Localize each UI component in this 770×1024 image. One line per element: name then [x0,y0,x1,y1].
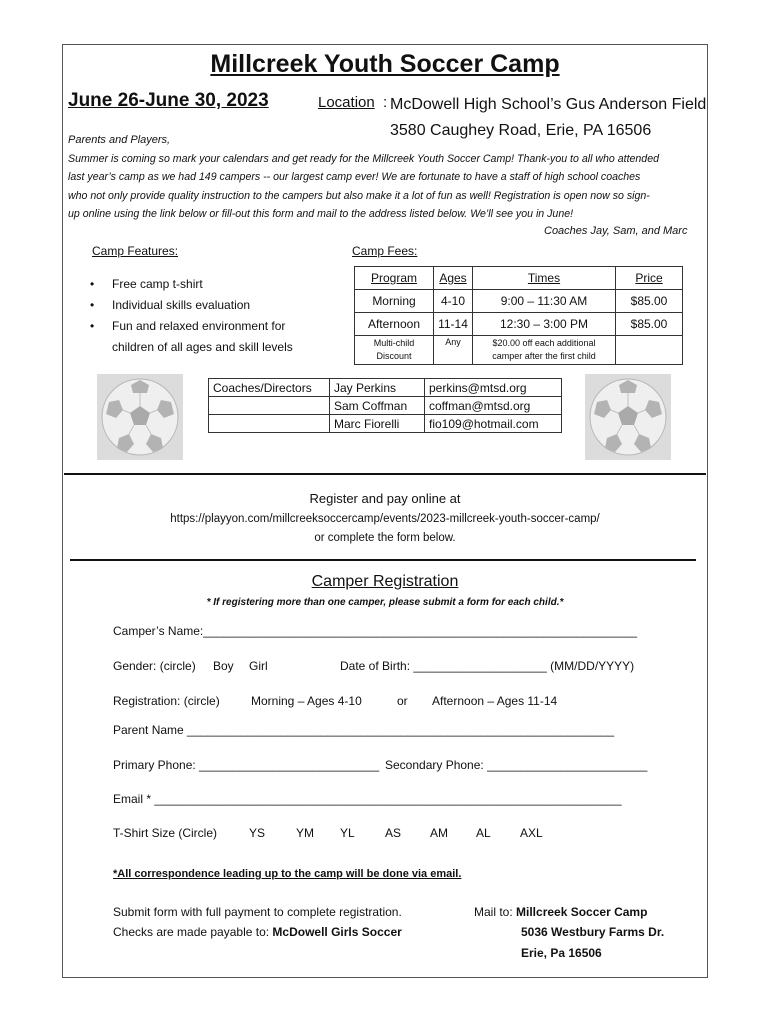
bullet-icon: • [90,319,95,333]
tshirt-option-am[interactable]: AM [430,826,448,840]
registration-title: Camper Registration [311,573,459,590]
signature: Coaches Jay, Sam, and Marc [544,225,688,237]
registration-note: * If registering more than one camper, please submit a form for each child.* [206,597,564,608]
intro-line: who not only provide quality instruction to the campers but also make it a lot of fun as well! Registration is open now so sign- [68,189,650,202]
mail-to-line: Mail to: Millcreek Soccer Camp [474,905,648,919]
intro-line: Summer is coming so mark your calendars and get ready for the Millcreek Youth Soccer Camp! Thank-you to all who attended [68,153,659,165]
gender-label: Gender: (circle) [113,659,196,673]
intro-paragraph [68,150,708,223]
location-venue: McDowell High School’s Gus Anderson Field [390,96,707,113]
list-item: • Fun and relaxed environment for [90,316,293,337]
coaches-table [208,378,562,433]
gender-option-boy[interactable]: Boy [213,659,234,673]
fees-heading: Camp Fees: [352,244,418,258]
email-field[interactable]: Email * ______________________________________________________________________ [113,792,622,806]
mail-street: 5036 Westbury Farms Dr. [521,925,665,939]
date-of-birth-field[interactable]: Date of Birth: ____________________ (MM/DD/YYYY) [340,659,635,673]
coach-email: fio109@hotmail.com [425,415,562,433]
greeting: Parents and Players, [68,134,171,146]
table-row: Marc Fiorelli fio109@hotmail.com [209,415,562,433]
registration-label: Registration: (circle) [113,694,220,708]
submit-instructions: Submit form with full payment to complete registration. [113,905,402,919]
tshirt-size-label: T-Shirt Size (Circle) [113,826,218,840]
coach-email: coffman@mtsd.org [425,397,562,415]
soccer-ball-icon [97,374,183,460]
list-item: children of all ages and skill levels [112,340,293,354]
gender-option-girl[interactable]: Girl [249,659,268,673]
location-address: 3580 Caughey Road, Erie, PA 16506 [390,122,652,139]
divider [70,559,696,561]
intro-line: up online using the link below or fill-out this form and mail to the address listed below. We’ll see you in June! [68,207,574,220]
mail-city: Erie, Pa 16506 [521,946,602,960]
list-item: • Individual skills evaluation [90,295,293,316]
table-row: Coaches/Directors Jay Perkins perkins@mtsd.org [209,379,562,397]
checks-payable: Checks are made payable to: McDowell Girls Soccer [113,925,402,939]
parent-name-field[interactable]: Parent Name ________________________________________________________________ [113,723,615,737]
intro-line: last year’s camp as we had 149 campers -- our largest camp ever! We are fortunate to have a staff of high school coaches [68,171,641,184]
tshirt-option-as[interactable]: AS [385,826,402,840]
registration-url[interactable]: https://playyon.com/millcreeksoccercamp/events/2023-millcreek-youth-soccer-camp/ [170,513,600,525]
column-header: Times [473,267,616,290]
bullet-icon: • [90,277,95,291]
form-instruction: or complete the form below. [314,532,456,544]
location-colon: : [383,94,388,111]
camper-name-field[interactable]: Camper’s Name:_________________________________________________________________ [113,624,638,638]
features-list [90,274,293,358]
column-header: Program [355,267,434,290]
correspondence-note: *All correspondence leading up to the camp will be done via email. [113,868,462,880]
fees-table [354,266,683,365]
table-row: Morning 4-10 9:00 – 11:30 AM $85.00 [355,290,683,313]
location-label: Location [318,94,375,111]
column-header: Price [616,267,683,290]
table-header-row [355,267,683,290]
table-row: Afternoon 11-14 12:30 – 3:00 PM $85.00 [355,313,683,336]
column-header: Ages [434,267,473,290]
tshirt-option-al[interactable]: AL [476,826,491,840]
table-row: Sam Coffman coffman@mtsd.org [209,397,562,415]
primary-phone-field[interactable]: Primary Phone: ___________________________ [113,758,380,772]
camp-dates: June 26-June 30, 2023 [68,90,269,111]
coaches-label: Coaches/Directors [209,379,330,397]
divider [64,473,706,475]
tshirt-option-axl[interactable]: AXL [520,826,543,840]
page-title: Millcreek Youth Soccer Camp [210,50,560,78]
bullet-icon: • [90,298,95,312]
coach-email: perkins@mtsd.org [425,379,562,397]
features-heading: Camp Features: [92,244,179,258]
list-item: • Free camp t-shirt [90,274,293,295]
registration-or: or [397,694,408,708]
tshirt-option-ym[interactable]: YM [296,826,314,840]
online-registration-text: Register and pay online at [309,491,461,506]
secondary-phone-field[interactable]: Secondary Phone: ________________________ [385,758,648,772]
registration-option-afternoon[interactable]: Afternoon – Ages 11-14 [432,694,558,708]
table-row: Multi-child Discount Any $20.00 off each additional camper after the first child [355,336,683,365]
tshirt-option-yl[interactable]: YL [340,826,355,840]
soccer-ball-icon [585,374,671,460]
registration-option-morning[interactable]: Morning – Ages 4-10 [251,694,362,708]
tshirt-option-ys[interactable]: YS [249,826,266,840]
